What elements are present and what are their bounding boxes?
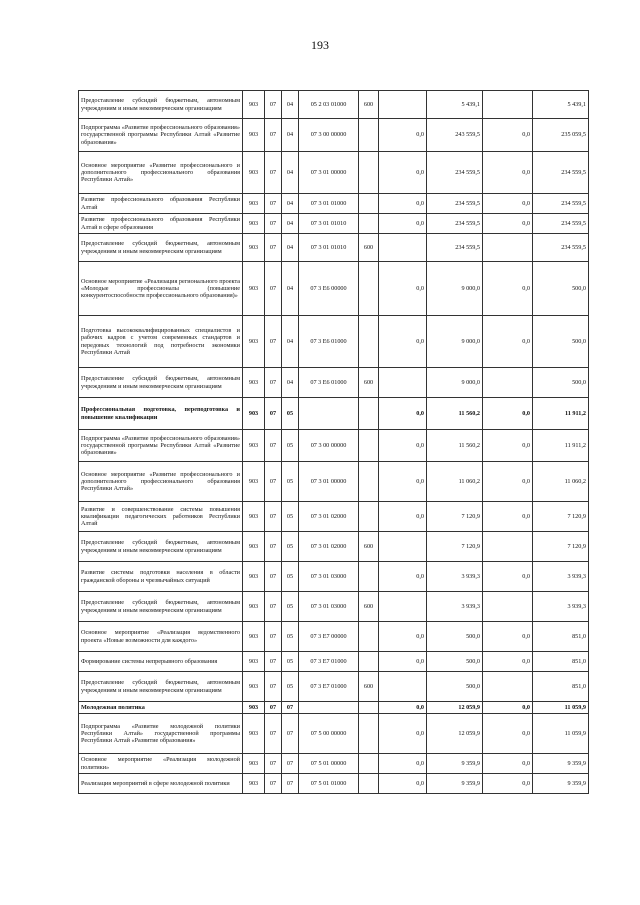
table-row bbox=[79, 592, 589, 622]
row-name: Предоставление субсидий бюджетным, автономным учреждениям и иным некоммерческим организациям bbox=[79, 592, 243, 622]
cell-gr: 903 bbox=[243, 672, 265, 702]
cell-rz: 07 bbox=[265, 714, 282, 754]
table-row bbox=[79, 194, 589, 214]
cell-amount-1: 0,0 bbox=[379, 316, 427, 368]
cell-csr: 07 3 01 01010 bbox=[299, 234, 359, 262]
cell-vr bbox=[359, 262, 379, 316]
cell-amount-4: 5 439,1 bbox=[533, 91, 589, 119]
row-name: Подготовка высококвалифицированных специалистов и рабочих кадров с учетом современных стандартов и передовых технологий под потребности экономики Республики Алтай bbox=[79, 316, 243, 368]
cell-pr: 05 bbox=[282, 672, 299, 702]
row-name: Предоставление субсидий бюджетным, автономным учреждениям и иным некоммерческим организациям bbox=[79, 672, 243, 702]
cell-amount-1: 0,0 bbox=[379, 152, 427, 194]
cell-amount-1: 0,0 bbox=[379, 562, 427, 592]
cell-csr: 07 3 E7 01000 bbox=[299, 672, 359, 702]
cell-vr: 600 bbox=[359, 91, 379, 119]
cell-gr: 903 bbox=[243, 622, 265, 652]
cell-csr: 07 3 01 01000 bbox=[299, 194, 359, 214]
cell-amount-1: 0,0 bbox=[379, 702, 427, 714]
cell-csr: 07 3 E7 01000 bbox=[299, 652, 359, 672]
cell-gr: 903 bbox=[243, 562, 265, 592]
cell-amount-3: 0,0 bbox=[483, 622, 533, 652]
cell-pr: 04 bbox=[282, 194, 299, 214]
cell-pr: 05 bbox=[282, 622, 299, 652]
cell-amount-2: 243 559,5 bbox=[427, 119, 483, 152]
row-name: Основное мероприятие «Развитие профессионального и дополнительного профессионального образования Республики Алтай» bbox=[79, 462, 243, 502]
cell-pr: 05 bbox=[282, 502, 299, 532]
cell-amount-2: 234 559,5 bbox=[427, 152, 483, 194]
cell-amount-3: 0,0 bbox=[483, 152, 533, 194]
cell-amount-4: 3 939,3 bbox=[533, 592, 589, 622]
cell-vr bbox=[359, 502, 379, 532]
cell-gr: 903 bbox=[243, 774, 265, 794]
cell-rz: 07 bbox=[265, 119, 282, 152]
row-name: Основное мероприятие «Развитие профессионального и дополнительного профессионального образования Республики Алтай» bbox=[79, 152, 243, 194]
cell-amount-3: 0,0 bbox=[483, 754, 533, 774]
cell-amount-4: 3 939,3 bbox=[533, 562, 589, 592]
table-row bbox=[79, 622, 589, 652]
cell-vr: 600 bbox=[359, 672, 379, 702]
cell-rz: 07 bbox=[265, 398, 282, 430]
cell-pr: 05 bbox=[282, 430, 299, 462]
row-name: Развитие профессионального образования Республики Алтай в сфере образования bbox=[79, 214, 243, 234]
cell-csr: 07 3 01 00000 bbox=[299, 152, 359, 194]
cell-csr: 07 5 01 01000 bbox=[299, 774, 359, 794]
cell-amount-2: 500,0 bbox=[427, 652, 483, 672]
cell-pr: 05 bbox=[282, 398, 299, 430]
cell-rz: 07 bbox=[265, 368, 282, 398]
cell-amount-4: 11 911,2 bbox=[533, 430, 589, 462]
cell-rz: 07 bbox=[265, 91, 282, 119]
cell-gr: 903 bbox=[243, 152, 265, 194]
cell-amount-2: 9 000,0 bbox=[427, 316, 483, 368]
table-row bbox=[79, 316, 589, 368]
cell-gr: 903 bbox=[243, 532, 265, 562]
cell-gr: 903 bbox=[243, 316, 265, 368]
cell-amount-3 bbox=[483, 672, 533, 702]
cell-pr: 05 bbox=[282, 652, 299, 672]
cell-gr: 903 bbox=[243, 462, 265, 502]
cell-vr bbox=[359, 462, 379, 502]
cell-amount-1: 0,0 bbox=[379, 754, 427, 774]
row-name: Профессиональная подготовка, переподготовка и повышение квалификации bbox=[79, 398, 243, 430]
table-row bbox=[79, 532, 589, 562]
cell-amount-4: 9 359,9 bbox=[533, 754, 589, 774]
row-name: Основное мероприятие «Реализация молодежной политики» bbox=[79, 754, 243, 774]
cell-amount-1 bbox=[379, 368, 427, 398]
table-row bbox=[79, 262, 589, 316]
cell-amount-2: 7 120,9 bbox=[427, 532, 483, 562]
cell-rz: 07 bbox=[265, 774, 282, 794]
cell-vr bbox=[359, 430, 379, 462]
cell-amount-2: 234 559,5 bbox=[427, 234, 483, 262]
page-number: 193 bbox=[311, 38, 329, 52]
cell-csr: 07 3 00 00000 bbox=[299, 430, 359, 462]
cell-amount-1 bbox=[379, 592, 427, 622]
table-row bbox=[79, 562, 589, 592]
table-row bbox=[79, 702, 589, 714]
cell-gr: 903 bbox=[243, 234, 265, 262]
cell-amount-3: 0,0 bbox=[483, 502, 533, 532]
cell-pr: 04 bbox=[282, 91, 299, 119]
cell-vr: 600 bbox=[359, 532, 379, 562]
row-name: Подпрограмма «Развитие профессионального образования» государственной программы Республики Алтай «Развитие образования» bbox=[79, 430, 243, 462]
table-row bbox=[79, 672, 589, 702]
cell-csr: 07 5 00 00000 bbox=[299, 714, 359, 754]
cell-vr bbox=[359, 398, 379, 430]
cell-amount-4: 7 120,9 bbox=[533, 532, 589, 562]
table-row bbox=[79, 91, 589, 119]
cell-rz: 07 bbox=[265, 502, 282, 532]
row-name: Предоставление субсидий бюджетным, автономным учреждениям и иным некоммерческим организациям bbox=[79, 91, 243, 119]
cell-amount-1: 0,0 bbox=[379, 622, 427, 652]
cell-csr bbox=[299, 398, 359, 430]
row-name: Реализация мероприятий в сфере молодежной политики bbox=[79, 774, 243, 794]
cell-rz: 07 bbox=[265, 194, 282, 214]
cell-pr: 05 bbox=[282, 562, 299, 592]
table-row bbox=[79, 398, 589, 430]
cell-pr: 07 bbox=[282, 714, 299, 754]
row-name: Подпрограмма «Развитие профессионального образования» государственной программы Республики Алтай «Развитие образования» bbox=[79, 119, 243, 152]
cell-amount-1 bbox=[379, 234, 427, 262]
cell-amount-3 bbox=[483, 91, 533, 119]
row-name: Развитие профессионального образования Республики Алтай bbox=[79, 194, 243, 214]
table-row bbox=[79, 119, 589, 152]
cell-amount-4: 234 559,5 bbox=[533, 234, 589, 262]
cell-amount-4: 234 559,5 bbox=[533, 152, 589, 194]
cell-vr bbox=[359, 152, 379, 194]
cell-rz: 07 bbox=[265, 152, 282, 194]
table-row bbox=[79, 714, 589, 754]
cell-gr: 903 bbox=[243, 262, 265, 316]
cell-amount-2: 11 560,2 bbox=[427, 430, 483, 462]
cell-rz: 07 bbox=[265, 702, 282, 714]
cell-gr: 903 bbox=[243, 430, 265, 462]
cell-amount-1: 0,0 bbox=[379, 714, 427, 754]
row-name: Молодежная политика bbox=[79, 702, 243, 714]
cell-gr: 903 bbox=[243, 368, 265, 398]
cell-rz: 07 bbox=[265, 462, 282, 502]
cell-amount-3 bbox=[483, 368, 533, 398]
cell-amount-4: 234 559,5 bbox=[533, 194, 589, 214]
cell-amount-3: 0,0 bbox=[483, 702, 533, 714]
table-row bbox=[79, 152, 589, 194]
cell-vr bbox=[359, 194, 379, 214]
cell-amount-3: 0,0 bbox=[483, 562, 533, 592]
cell-amount-3: 0,0 bbox=[483, 194, 533, 214]
row-name: Основное мероприятие «Реализация ведомственного проекта «Новые возможности для каждого» bbox=[79, 622, 243, 652]
cell-rz: 07 bbox=[265, 214, 282, 234]
cell-vr: 600 bbox=[359, 592, 379, 622]
cell-csr: 07 3 01 02000 bbox=[299, 532, 359, 562]
cell-amount-4: 9 359,9 bbox=[533, 774, 589, 794]
cell-amount-2: 3 939,3 bbox=[427, 592, 483, 622]
cell-amount-1: 0,0 bbox=[379, 430, 427, 462]
cell-amount-3: 0,0 bbox=[483, 714, 533, 754]
cell-gr: 903 bbox=[243, 502, 265, 532]
cell-vr bbox=[359, 754, 379, 774]
cell-amount-2: 12 059,9 bbox=[427, 702, 483, 714]
cell-amount-1: 0,0 bbox=[379, 774, 427, 794]
cell-amount-1 bbox=[379, 672, 427, 702]
cell-pr: 04 bbox=[282, 234, 299, 262]
cell-csr: 07 3 01 01010 bbox=[299, 214, 359, 234]
cell-amount-2: 9 359,9 bbox=[427, 774, 483, 794]
cell-gr: 903 bbox=[243, 592, 265, 622]
cell-amount-1: 0,0 bbox=[379, 119, 427, 152]
cell-amount-1: 0,0 bbox=[379, 214, 427, 234]
cell-rz: 07 bbox=[265, 262, 282, 316]
row-name: Предоставление субсидий бюджетным, автономным учреждениям и иным некоммерческим организациям bbox=[79, 532, 243, 562]
cell-rz: 07 bbox=[265, 754, 282, 774]
table-row bbox=[79, 502, 589, 532]
cell-rz: 07 bbox=[265, 672, 282, 702]
cell-vr bbox=[359, 652, 379, 672]
cell-amount-4: 11 059,9 bbox=[533, 714, 589, 754]
cell-amount-2: 234 559,5 bbox=[427, 214, 483, 234]
table-row bbox=[79, 234, 589, 262]
cell-amount-3: 0,0 bbox=[483, 262, 533, 316]
cell-amount-3: 0,0 bbox=[483, 774, 533, 794]
cell-csr bbox=[299, 702, 359, 714]
cell-amount-4: 7 120,9 bbox=[533, 502, 589, 532]
cell-rz: 07 bbox=[265, 652, 282, 672]
cell-gr: 903 bbox=[243, 214, 265, 234]
table-row bbox=[79, 368, 589, 398]
cell-pr: 04 bbox=[282, 119, 299, 152]
cell-vr bbox=[359, 214, 379, 234]
cell-pr: 05 bbox=[282, 592, 299, 622]
cell-amount-2: 500,0 bbox=[427, 672, 483, 702]
cell-csr: 07 3 01 00000 bbox=[299, 462, 359, 502]
cell-amount-1: 0,0 bbox=[379, 398, 427, 430]
cell-rz: 07 bbox=[265, 562, 282, 592]
row-name: Подпрограмма «Развитие молодежной политики Республики Алтай» государственной программы Республики Алтай «Развитие образования» bbox=[79, 714, 243, 754]
cell-amount-2: 11 560,2 bbox=[427, 398, 483, 430]
cell-rz: 07 bbox=[265, 316, 282, 368]
cell-csr: 07 5 01 00000 bbox=[299, 754, 359, 774]
cell-amount-4: 11 060,2 bbox=[533, 462, 589, 502]
cell-rz: 07 bbox=[265, 430, 282, 462]
cell-vr bbox=[359, 714, 379, 754]
cell-csr: 07 3 E6 01000 bbox=[299, 316, 359, 368]
cell-vr bbox=[359, 702, 379, 714]
cell-csr: 07 3 01 03000 bbox=[299, 562, 359, 592]
cell-amount-2: 500,0 bbox=[427, 622, 483, 652]
cell-amount-2: 12 059,9 bbox=[427, 714, 483, 754]
cell-csr: 05 2 03 01000 bbox=[299, 91, 359, 119]
cell-amount-3 bbox=[483, 532, 533, 562]
cell-amount-4: 500,0 bbox=[533, 368, 589, 398]
cell-vr bbox=[359, 119, 379, 152]
cell-amount-1: 0,0 bbox=[379, 652, 427, 672]
cell-pr: 04 bbox=[282, 262, 299, 316]
cell-rz: 07 bbox=[265, 234, 282, 262]
cell-pr: 07 bbox=[282, 754, 299, 774]
cell-amount-2: 7 120,9 bbox=[427, 502, 483, 532]
table-row bbox=[79, 652, 589, 672]
budget-table bbox=[78, 90, 589, 794]
cell-amount-4: 851,0 bbox=[533, 622, 589, 652]
cell-amount-2: 234 559,5 bbox=[427, 194, 483, 214]
cell-gr: 903 bbox=[243, 194, 265, 214]
table-row bbox=[79, 754, 589, 774]
cell-amount-4: 500,0 bbox=[533, 262, 589, 316]
cell-amount-2: 3 939,3 bbox=[427, 562, 483, 592]
cell-amount-2: 9 359,9 bbox=[427, 754, 483, 774]
cell-amount-2: 11 060,2 bbox=[427, 462, 483, 502]
cell-amount-1 bbox=[379, 532, 427, 562]
cell-amount-4: 11 911,2 bbox=[533, 398, 589, 430]
cell-gr: 903 bbox=[243, 652, 265, 672]
cell-gr: 903 bbox=[243, 754, 265, 774]
row-name: Развитие и совершенствование системы повышения квалификации педагогических работников Республики Алтай bbox=[79, 502, 243, 532]
cell-gr: 903 bbox=[243, 714, 265, 754]
row-name: Развитие системы подготовки населения в области гражданской обороны и чрезвычайных ситуаций bbox=[79, 562, 243, 592]
cell-amount-4: 235 059,5 bbox=[533, 119, 589, 152]
cell-pr: 05 bbox=[282, 462, 299, 502]
cell-amount-4: 851,0 bbox=[533, 672, 589, 702]
cell-amount-2: 9 000,0 bbox=[427, 262, 483, 316]
cell-vr bbox=[359, 316, 379, 368]
cell-amount-3: 0,0 bbox=[483, 119, 533, 152]
cell-csr: 07 3 E6 01000 bbox=[299, 368, 359, 398]
cell-amount-3 bbox=[483, 592, 533, 622]
cell-amount-1: 0,0 bbox=[379, 462, 427, 502]
cell-gr: 903 bbox=[243, 119, 265, 152]
cell-amount-4: 234 559,5 bbox=[533, 214, 589, 234]
cell-pr: 04 bbox=[282, 316, 299, 368]
cell-amount-4: 11 059,9 bbox=[533, 702, 589, 714]
cell-vr: 600 bbox=[359, 234, 379, 262]
row-name: Предоставление субсидий бюджетным, автономным учреждениям и иным некоммерческим организациям bbox=[79, 234, 243, 262]
cell-amount-2: 9 000,0 bbox=[427, 368, 483, 398]
row-name: Предоставление субсидий бюджетным, автономным учреждениям и иным некоммерческим организациям bbox=[79, 368, 243, 398]
cell-pr: 05 bbox=[282, 532, 299, 562]
cell-rz: 07 bbox=[265, 622, 282, 652]
cell-gr: 903 bbox=[243, 702, 265, 714]
cell-pr: 07 bbox=[282, 702, 299, 714]
cell-vr bbox=[359, 774, 379, 794]
cell-amount-3 bbox=[483, 234, 533, 262]
cell-amount-4: 851,0 bbox=[533, 652, 589, 672]
cell-amount-3: 0,0 bbox=[483, 430, 533, 462]
cell-csr: 07 3 E7 00000 bbox=[299, 622, 359, 652]
cell-amount-3: 0,0 bbox=[483, 214, 533, 234]
table-row bbox=[79, 430, 589, 462]
cell-vr bbox=[359, 562, 379, 592]
cell-amount-1: 0,0 bbox=[379, 262, 427, 316]
cell-vr: 600 bbox=[359, 368, 379, 398]
cell-csr: 07 3 00 00000 bbox=[299, 119, 359, 152]
cell-pr: 04 bbox=[282, 214, 299, 234]
cell-csr: 07 3 E6 00000 bbox=[299, 262, 359, 316]
cell-amount-2: 5 439,1 bbox=[427, 91, 483, 119]
cell-gr: 903 bbox=[243, 91, 265, 119]
cell-gr: 903 bbox=[243, 398, 265, 430]
cell-amount-3: 0,0 bbox=[483, 462, 533, 502]
cell-amount-1 bbox=[379, 91, 427, 119]
table-row bbox=[79, 774, 589, 794]
cell-amount-4: 500,0 bbox=[533, 316, 589, 368]
cell-csr: 07 3 01 03000 bbox=[299, 592, 359, 622]
cell-amount-3: 0,0 bbox=[483, 398, 533, 430]
cell-amount-3: 0,0 bbox=[483, 316, 533, 368]
cell-pr: 04 bbox=[282, 368, 299, 398]
table-row bbox=[79, 462, 589, 502]
cell-pr: 07 bbox=[282, 774, 299, 794]
cell-amount-1: 0,0 bbox=[379, 502, 427, 532]
cell-pr: 04 bbox=[282, 152, 299, 194]
cell-rz: 07 bbox=[265, 592, 282, 622]
cell-amount-3: 0,0 bbox=[483, 652, 533, 672]
cell-amount-1: 0,0 bbox=[379, 194, 427, 214]
cell-rz: 07 bbox=[265, 532, 282, 562]
cell-vr bbox=[359, 622, 379, 652]
table-row bbox=[79, 214, 589, 234]
row-name: Формирование системы непрерывного образования bbox=[79, 652, 243, 672]
row-name: Основное мероприятие «Реализация регионального проекта «Молодые профессионалы (повышение конкурентоспособности профессионального образования)» bbox=[79, 262, 243, 316]
cell-csr: 07 3 01 02000 bbox=[299, 502, 359, 532]
